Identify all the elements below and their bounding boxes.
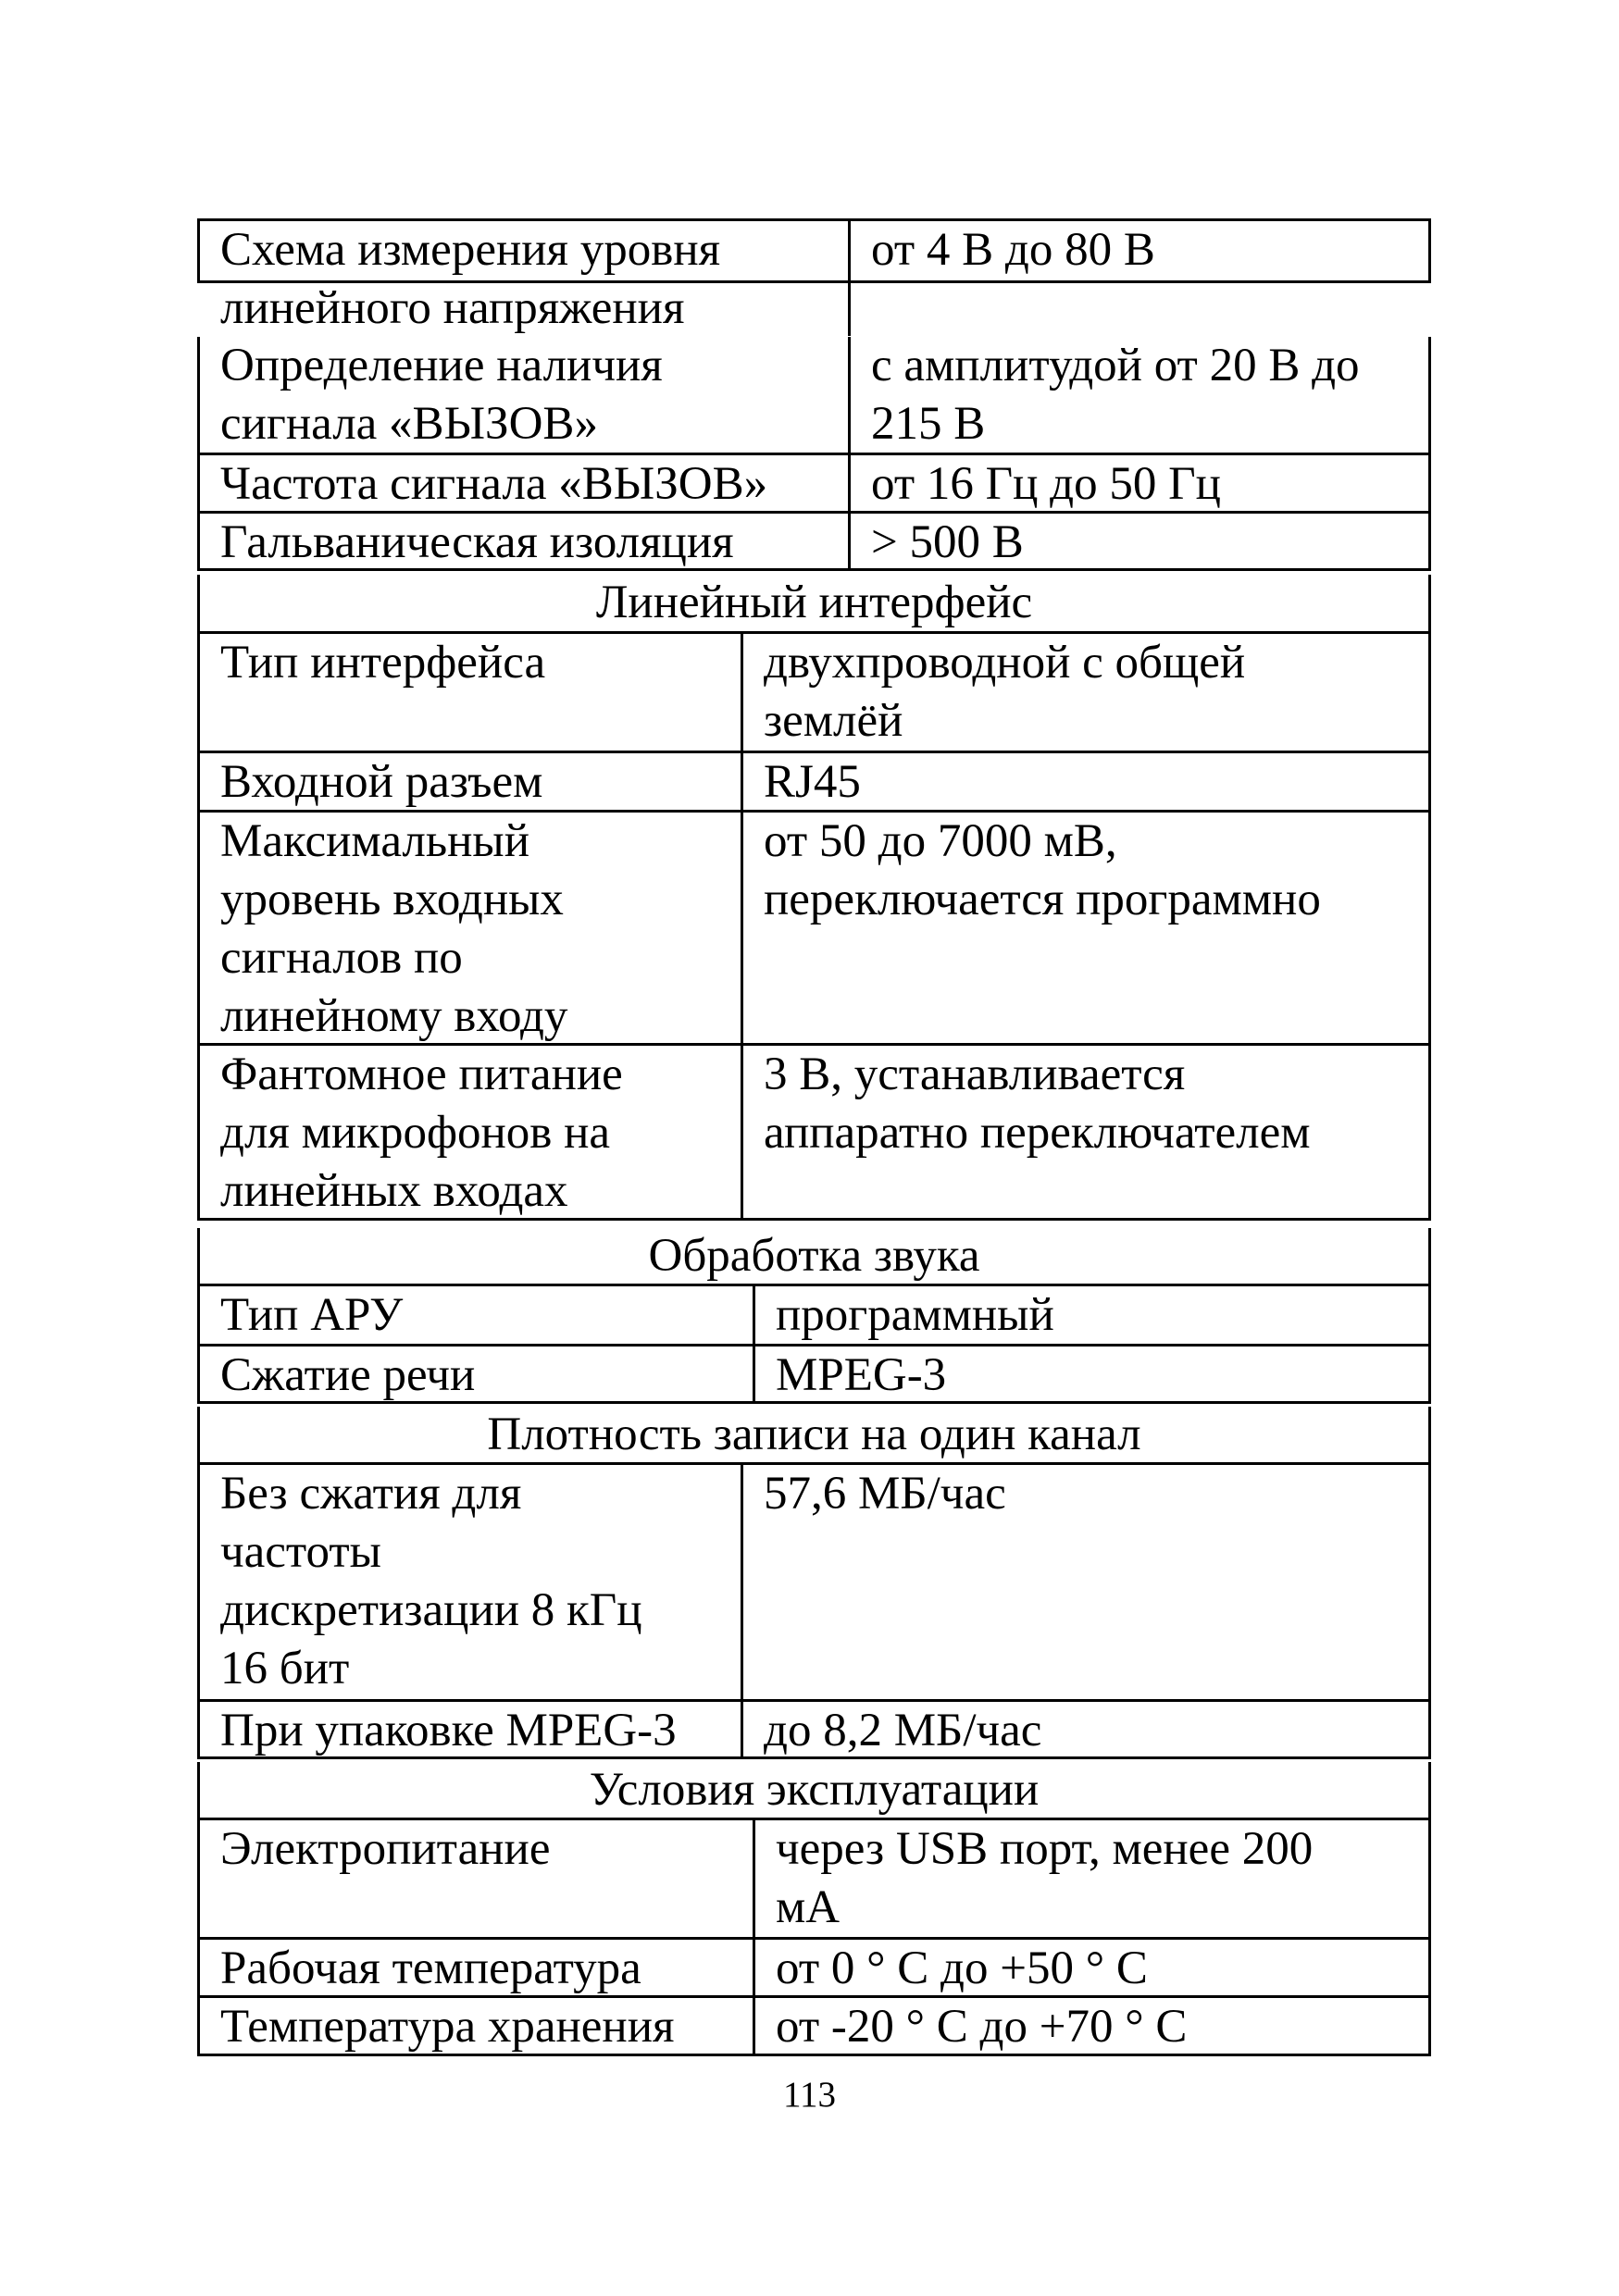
value-cell: 57,6 МБ/час (764, 1468, 1006, 1520)
param-cell: Максимальный уровень входных сигналов по линейному входу (200, 813, 743, 1043)
value-cell: с амплитудой от 20 В до 215 В (871, 340, 1360, 450)
spec-table-block-sound-processing (197, 1286, 1431, 1404)
param-cell: Сжатие речи (200, 1347, 755, 1401)
value-cell: от 4 В до 80 В (871, 224, 1155, 276)
table-row (200, 1699, 1428, 1756)
table-row (200, 751, 1428, 810)
value-cell: от -20 ° С до +70 ° С (776, 2001, 1188, 2053)
param-cell: Без сжатия для частоты дискретизации 8 кГц 16 бит (200, 1465, 743, 1699)
param-cell: Температура хранения (200, 1998, 755, 2054)
param-cell: Рабочая температура (200, 1940, 755, 1995)
value-cell: RJ45 (764, 756, 861, 808)
value-cell: до 8,2 МБ/час (764, 1705, 1042, 1756)
section-header-linear-interface: Линейный интерфейс (197, 575, 1431, 634)
spec-table-block-line-measurement (197, 218, 1431, 334)
value-cell: от 0 ° С до +50 ° С (776, 1942, 1148, 1994)
table-row (200, 1820, 1428, 1937)
table-row (200, 1465, 1428, 1699)
table-row (200, 221, 1428, 334)
table-row (200, 453, 1428, 511)
table-row (200, 337, 1428, 453)
table-row (200, 1995, 1428, 2054)
value-cell: через USB порт, менее 200 мА (776, 1823, 1314, 1933)
section-header-sound-processing: Обработка звука (197, 1228, 1431, 1286)
section-header-recording-density: Плотность записи на один канал (197, 1407, 1431, 1465)
value-cell: > 500 В (871, 516, 1024, 568)
table-row (200, 1286, 1428, 1344)
page-number: 113 (782, 2075, 837, 2115)
param-cell: При упаковке MPEG-3 (200, 1702, 743, 1756)
spec-table-block-recording-density (197, 1465, 1431, 1759)
spec-table-block-linear-interface (197, 634, 1431, 1221)
value-cell: двухпроводной с общей землёй (764, 637, 1246, 747)
param-cell: Гальваническая изоляция (200, 514, 851, 568)
table-row (200, 1937, 1428, 1995)
value-cell: от 50 до 7000 мВ, переключается программно (764, 815, 1321, 925)
spec-table-block-operating-conditions (197, 1820, 1431, 2056)
section-header-operating-conditions: Условия эксплуатации (197, 1762, 1431, 1820)
value-cell: MPEG-3 (776, 1349, 947, 1401)
param-cell: Тип интерфейса (200, 634, 743, 751)
spec-table-block-line-measurement-rest (197, 337, 1431, 571)
table-row (200, 1344, 1428, 1401)
value-cell: 3 В, устанавливается аппаратно переключателем (764, 1049, 1311, 1159)
param-cell: Определение наличия сигнала «ВЫЗОВ» (200, 337, 851, 453)
value-cell: программный (776, 1289, 1054, 1341)
table-row (200, 511, 1428, 568)
param-cell: Фантомное питание для микрофонов на линейных входах (200, 1046, 743, 1218)
table-row (200, 1043, 1428, 1218)
param-cell: Тип АРУ (200, 1286, 755, 1344)
param-cell: Электропитание (200, 1820, 755, 1937)
value-cell: от 16 Гц до 50 Гц (871, 458, 1221, 510)
param-cell: Частота сигнала «ВЫЗОВ» (200, 455, 851, 511)
table-row (200, 810, 1428, 1043)
param-cell: Входной разъем (200, 753, 743, 810)
table-row (200, 634, 1428, 751)
param-cell: Схема измерения уровня линейного напряжения (200, 221, 851, 336)
